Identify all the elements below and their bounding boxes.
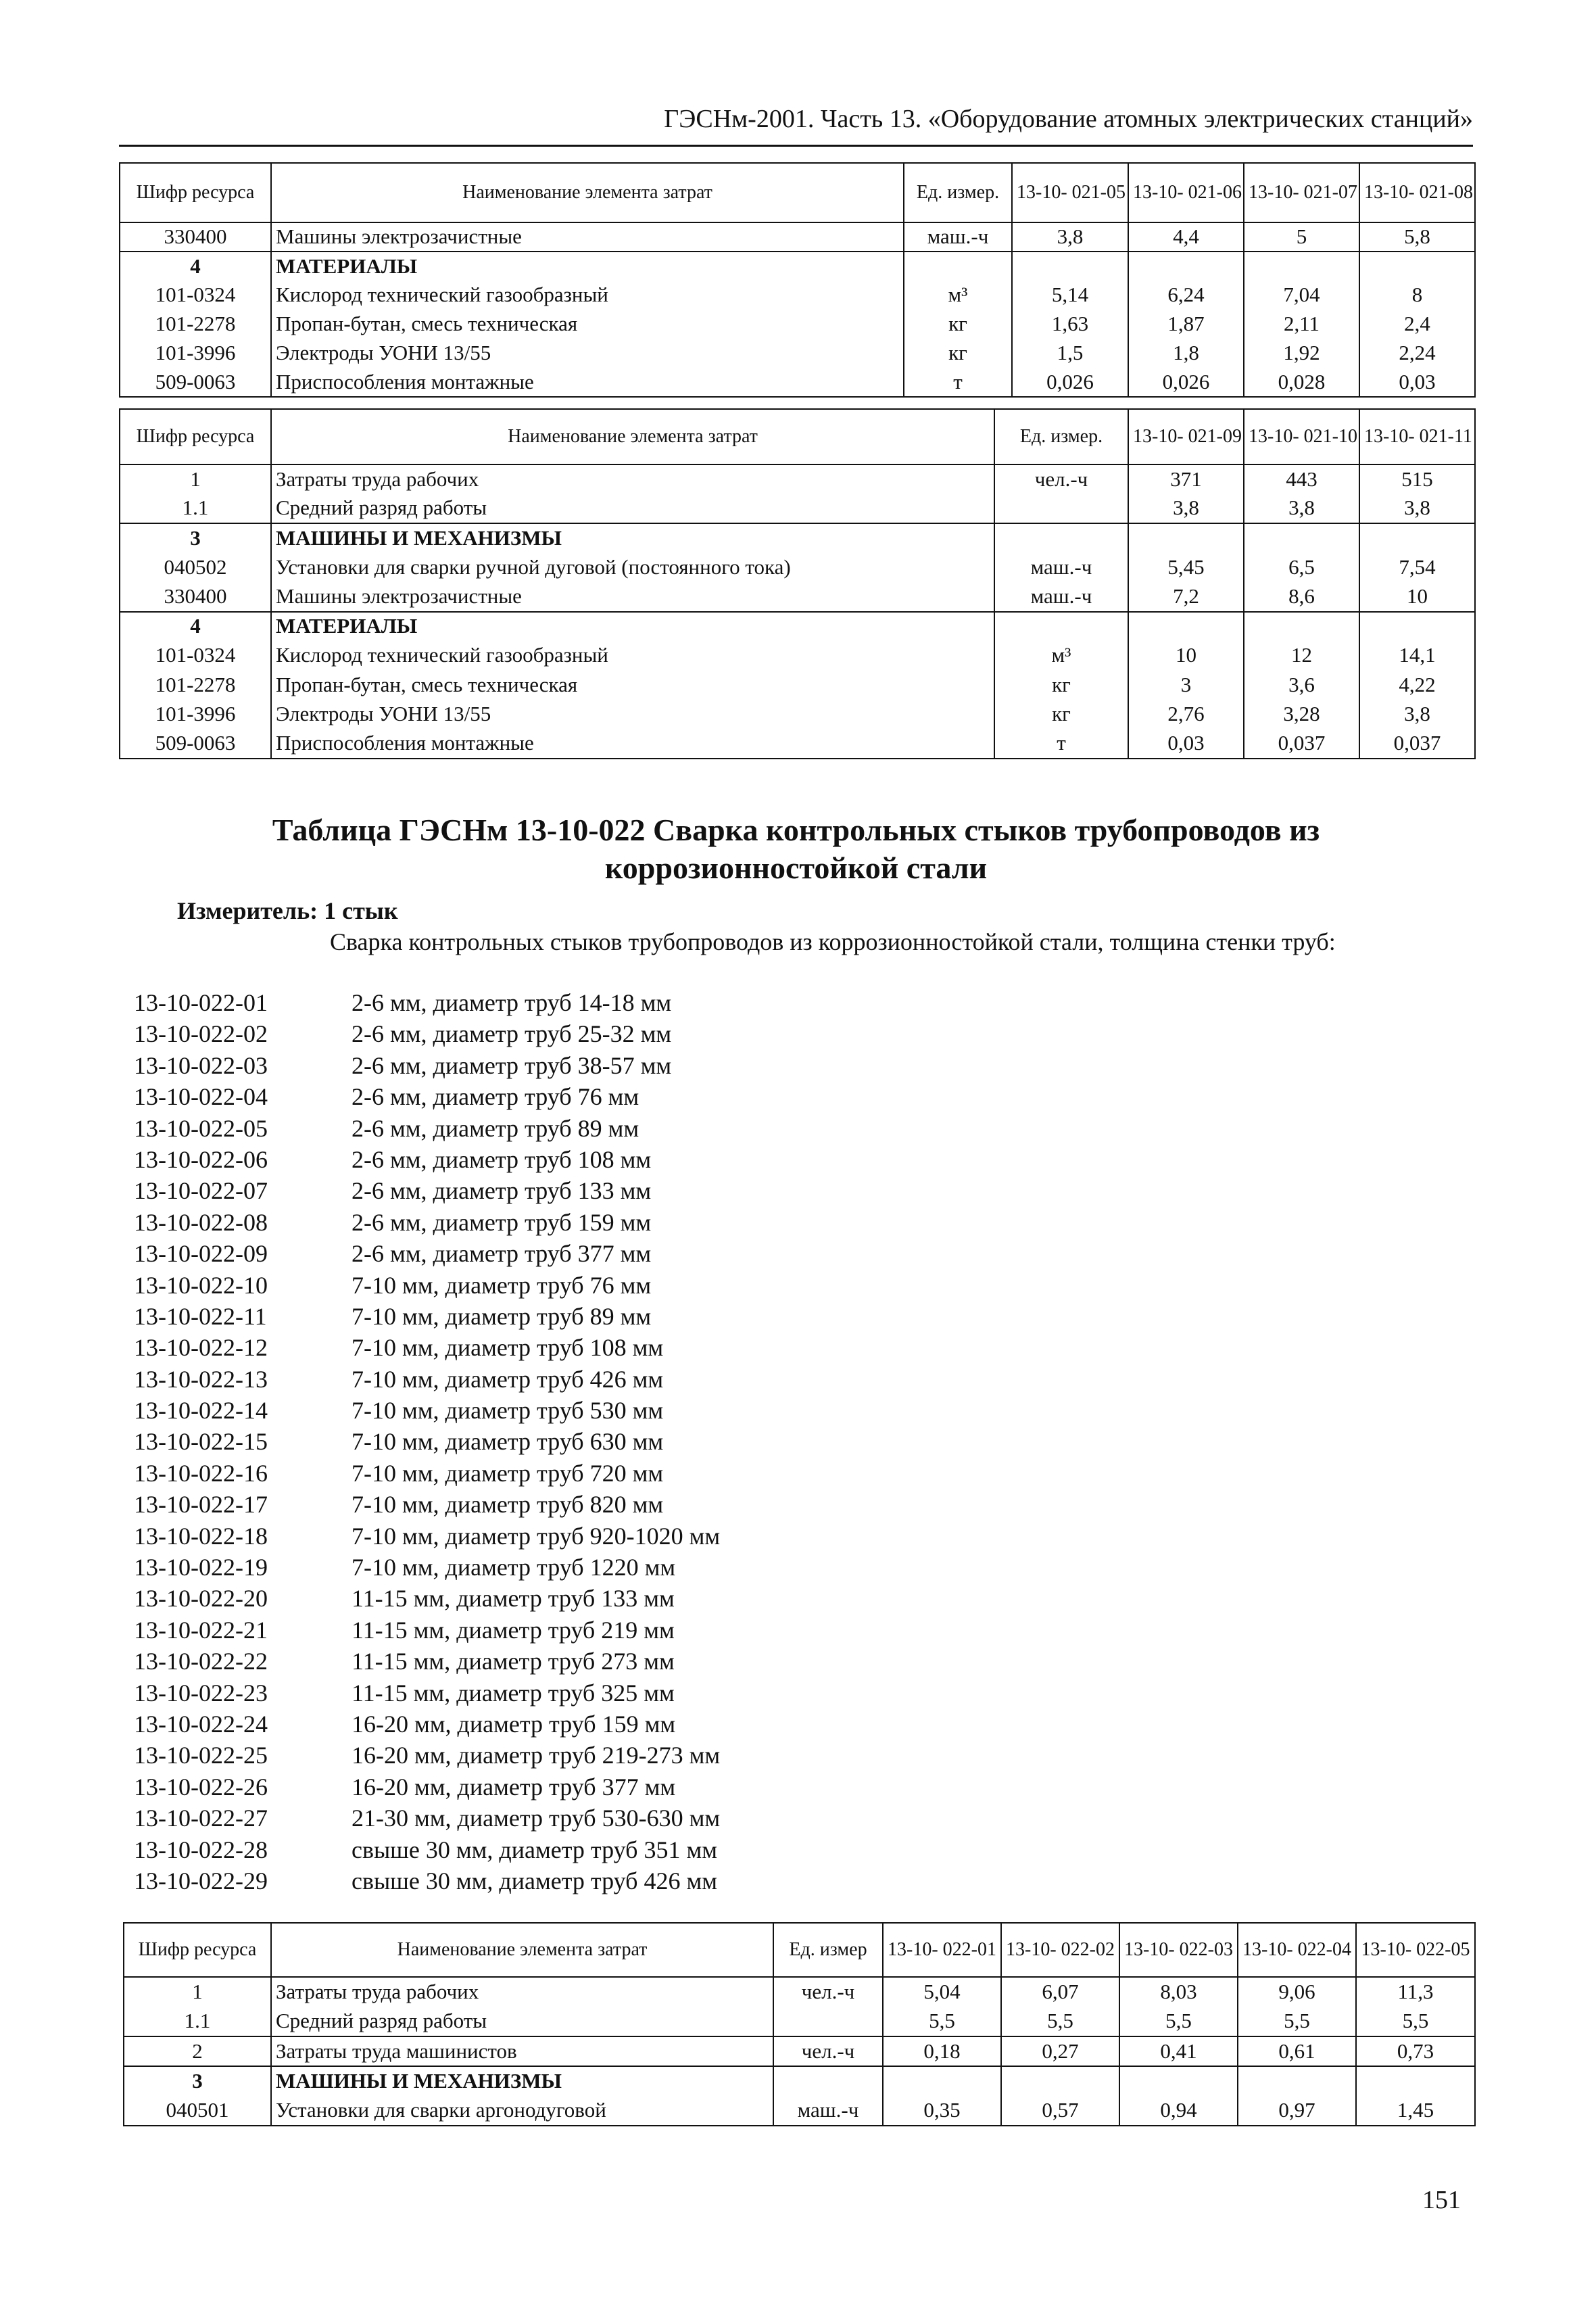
norm-description: 2-6 мм, диаметр труб 14-18 мм xyxy=(352,989,672,1016)
table-row xyxy=(120,730,1475,759)
element-name: Пропан-бутан, смесь техническая xyxy=(271,671,994,700)
unit-of-measure xyxy=(994,612,1128,642)
resource-table-022-01-05 xyxy=(123,1922,1476,2126)
norm-value: 2,24 xyxy=(1359,339,1475,368)
norm-value: 0,97 xyxy=(1238,2096,1356,2126)
col-header-value: 13-10- 022-02 xyxy=(1001,1923,1119,1977)
resource-code: 1 xyxy=(120,464,271,494)
page-header xyxy=(119,100,1473,147)
norm-value: 1,63 xyxy=(1012,310,1128,339)
norm-value: 0,73 xyxy=(1356,2036,1475,2066)
norm-value: 9,06 xyxy=(1238,1977,1356,2007)
table-row xyxy=(120,553,1475,583)
norm-description: 2-6 мм, диаметр труб 76 мм xyxy=(352,1083,639,1111)
table-row xyxy=(120,612,1475,642)
table-row xyxy=(120,671,1475,700)
table-title xyxy=(119,811,1473,887)
norm-value: 0,037 xyxy=(1359,730,1475,759)
list-item xyxy=(134,1332,720,1363)
unit-of-measure: кг xyxy=(994,700,1128,730)
unit-of-measure: кг xyxy=(904,339,1012,368)
col-header-name: Наименование элемента затрат xyxy=(271,163,904,222)
norm-code: 13-10-022-25 xyxy=(134,1742,268,1769)
norm-code: 13-10-022-11 xyxy=(134,1302,267,1330)
norm-value: 7,04 xyxy=(1244,281,1359,310)
list-item xyxy=(134,1018,720,1049)
norm-code-list xyxy=(134,987,720,1896)
table-header-row xyxy=(124,1923,1475,1977)
unit-of-measure: чел.-ч xyxy=(773,2036,883,2066)
norm-value: 443 xyxy=(1244,464,1359,494)
norm-code: 13-10-022-22 xyxy=(134,1648,268,1675)
element-name: Средний разряд работы xyxy=(271,2007,773,2036)
table-row xyxy=(120,582,1475,612)
norm-code: 13-10-022-17 xyxy=(134,1491,268,1519)
element-name: Электроды УОНИ 13/55 xyxy=(271,700,994,730)
resource-code: 1 xyxy=(124,1977,271,2007)
norm-code: 13-10-022-27 xyxy=(134,1805,268,1832)
norm-value: 1,45 xyxy=(1356,2096,1475,2126)
list-item xyxy=(134,987,720,1018)
norm-value: 0,94 xyxy=(1119,2096,1238,2126)
list-item xyxy=(134,1238,720,1269)
norm-value: 0,026 xyxy=(1012,368,1128,397)
norm-value: 11,3 xyxy=(1356,1977,1475,2007)
unit-of-measure: чел.-ч xyxy=(994,464,1128,494)
table-title-line-1: Таблица ГЭСНм 13-10-022 Сварка контрольных стыков трубопроводов из xyxy=(272,813,1320,847)
unit-of-measure: маш.-ч xyxy=(773,2096,883,2126)
resource-code: 330400 xyxy=(120,222,271,252)
norm-value: 5,8 xyxy=(1359,222,1475,252)
resource-code: 101-0324 xyxy=(120,641,271,671)
norm-description: 16-20 мм, диаметр труб 377 мм xyxy=(352,1773,676,1800)
norm-value xyxy=(1012,252,1128,281)
norm-value: 1,87 xyxy=(1128,310,1244,339)
norm-value: 0,61 xyxy=(1238,2036,1356,2066)
norm-value: 6,5 xyxy=(1244,553,1359,583)
norm-value: 5,5 xyxy=(1001,2007,1119,2036)
norm-value: 0,57 xyxy=(1001,2096,1119,2126)
element-name: Кислород технический газообразный xyxy=(271,641,994,671)
norm-description: 11-15 мм, диаметр труб 273 мм xyxy=(352,1648,675,1675)
norm-value: 2,4 xyxy=(1359,310,1475,339)
norm-description: 7-10 мм, диаметр труб 920-1020 мм xyxy=(352,1522,721,1550)
norm-code: 13-10-022-05 xyxy=(134,1114,268,1142)
element-name: МАТЕРИАЛЫ xyxy=(271,252,904,281)
norm-code: 13-10-022-04 xyxy=(134,1083,268,1111)
norm-value xyxy=(1244,612,1359,642)
norm-value xyxy=(883,2066,1001,2096)
element-name: Затраты труда рабочих xyxy=(271,1977,773,2007)
norm-code: 13-10-022-12 xyxy=(134,1334,268,1362)
norm-code: 13-10-022-02 xyxy=(134,1020,268,1048)
list-item xyxy=(134,1552,720,1583)
resource-code: 101-2278 xyxy=(120,671,271,700)
norm-value: 5,04 xyxy=(883,1977,1001,2007)
norm-value: 0,27 xyxy=(1001,2036,1119,2066)
table-row xyxy=(124,2036,1475,2066)
norm-description: 16-20 мм, диаметр труб 159 мм xyxy=(352,1710,676,1738)
norm-description: 11-15 мм, диаметр труб 325 мм xyxy=(352,1679,675,1707)
unit-of-measure: чел.-ч xyxy=(773,1977,883,2007)
norm-value: 10 xyxy=(1359,582,1475,612)
unit-of-measure xyxy=(773,2066,883,2096)
norm-code: 13-10-022-26 xyxy=(134,1773,268,1800)
norm-value: 6,24 xyxy=(1128,281,1244,310)
list-item xyxy=(134,1771,720,1803)
table-row xyxy=(120,252,1475,281)
list-item xyxy=(134,1615,720,1646)
norm-value: 0,026 xyxy=(1128,368,1244,397)
norm-code: 13-10-022-16 xyxy=(134,1459,268,1487)
resource-code: 1.1 xyxy=(124,2007,271,2036)
col-header-name: Наименование элемента затрат xyxy=(271,409,994,464)
list-item xyxy=(134,1865,720,1896)
norm-value: 0,028 xyxy=(1244,368,1359,397)
element-name: Машины электрозачистные xyxy=(271,222,904,252)
norm-value: 0,03 xyxy=(1359,368,1475,397)
norm-code: 13-10-022-10 xyxy=(134,1271,268,1299)
norm-description: 2-6 мм, диаметр труб 108 мм xyxy=(352,1145,652,1173)
norm-value: 371 xyxy=(1128,464,1244,494)
norm-value xyxy=(1244,523,1359,553)
list-item xyxy=(134,1364,720,1395)
norm-description: 2-6 мм, диаметр труб 25-32 мм xyxy=(352,1020,672,1048)
norm-description: 7-10 мм, диаметр труб 530 мм xyxy=(352,1397,664,1425)
resource-code: 1.1 xyxy=(120,494,271,524)
col-header-unit: Ед. измер. xyxy=(994,409,1128,464)
norm-description: 2-6 мм, диаметр труб 89 мм xyxy=(352,1114,639,1142)
table-row xyxy=(120,368,1475,397)
table-title-line-2: коррозионностойкой стали xyxy=(604,851,988,885)
resource-code: 101-3996 xyxy=(120,339,271,368)
resource-table-021-09-11 xyxy=(119,408,1476,759)
norm-description: 7-10 мм, диаметр труб 108 мм xyxy=(352,1334,664,1362)
table-row xyxy=(124,1977,1475,2007)
norm-description: 7-10 мм, диаметр труб 630 мм xyxy=(352,1428,664,1456)
col-header-value: 13-10- 022-01 xyxy=(883,1923,1001,1977)
resource-code: 4 xyxy=(120,252,271,281)
norm-code: 13-10-022-01 xyxy=(134,989,268,1016)
resource-code: 3 xyxy=(124,2066,271,2096)
list-item xyxy=(134,1489,720,1520)
resource-code: 040501 xyxy=(124,2096,271,2126)
col-header-value: 13-10- 021-11 xyxy=(1359,409,1475,464)
norm-value: 1,92 xyxy=(1244,339,1359,368)
norm-description: 2-6 мм, диаметр труб 133 мм xyxy=(352,1177,652,1205)
norm-value: 8,03 xyxy=(1119,1977,1238,2007)
norm-value: 10 xyxy=(1128,641,1244,671)
col-header-value: 13-10- 022-03 xyxy=(1119,1923,1238,1977)
unit-of-measure: кг xyxy=(904,310,1012,339)
list-item xyxy=(134,1270,720,1301)
norm-description: 11-15 мм, диаметр труб 133 мм xyxy=(352,1585,675,1613)
table-row xyxy=(124,2066,1475,2096)
norm-value: 1,8 xyxy=(1128,339,1244,368)
norm-description: 7-10 мм, диаметр труб 1220 мм xyxy=(352,1554,676,1581)
unit-of-measure: маш.-ч xyxy=(994,553,1128,583)
element-name: Машины электрозачистные xyxy=(271,582,994,612)
col-header-value: 13-10- 021-06 xyxy=(1128,163,1244,222)
element-name: МАТЕРИАЛЫ xyxy=(271,612,994,642)
norm-value: 3,8 xyxy=(1012,222,1128,252)
norm-value: 3,28 xyxy=(1244,700,1359,730)
col-header-name: Наименование элемента затрат xyxy=(271,1923,773,1977)
unit-of-measure xyxy=(994,523,1128,553)
list-item xyxy=(134,1803,720,1834)
norm-description: 7-10 мм, диаметр труб 76 мм xyxy=(352,1271,652,1299)
element-name: Средний разряд работы xyxy=(271,494,994,524)
norm-code: 13-10-022-21 xyxy=(134,1616,268,1644)
unit-of-measure: маш.-ч xyxy=(994,582,1128,612)
unit-of-measure: м³ xyxy=(904,281,1012,310)
element-name: Затраты труда рабочих xyxy=(271,464,994,494)
list-item xyxy=(134,1426,720,1457)
list-item xyxy=(134,1834,720,1865)
unit-of-measure: кг xyxy=(994,671,1128,700)
resource-code: 101-2278 xyxy=(120,310,271,339)
work-description: Сварка контрольных стыков трубопроводов из коррозионностойкой стали, толщина стенки труб: xyxy=(330,928,1336,955)
resource-table-021-05-08 xyxy=(119,162,1476,398)
norm-value: 0,35 xyxy=(883,2096,1001,2126)
table-row xyxy=(120,494,1475,524)
norm-value: 0,18 xyxy=(883,2036,1001,2066)
list-item xyxy=(134,1740,720,1771)
norm-value: 12 xyxy=(1244,641,1359,671)
list-item xyxy=(134,1175,720,1206)
norm-value: 7,54 xyxy=(1359,553,1475,583)
norm-value: 8,6 xyxy=(1244,582,1359,612)
table-row xyxy=(120,523,1475,553)
norm-description: 11-15 мм, диаметр труб 219 мм xyxy=(352,1616,675,1644)
table-row xyxy=(120,464,1475,494)
list-item xyxy=(134,1081,720,1112)
unit-of-measure: м³ xyxy=(994,641,1128,671)
norm-description: 16-20 мм, диаметр труб 219-273 мм xyxy=(352,1742,721,1769)
table-header-row xyxy=(120,163,1475,222)
norm-value: 7,2 xyxy=(1128,582,1244,612)
unit-of-measure xyxy=(773,2007,883,2036)
norm-code: 13-10-022-23 xyxy=(134,1679,268,1707)
running-header: ГЭСНм-2001. Часть 13. «Оборудование атомных электрических станций» xyxy=(664,105,1473,133)
norm-value xyxy=(1238,2066,1356,2096)
list-item xyxy=(134,1458,720,1489)
table-row xyxy=(120,339,1475,368)
norm-code: 13-10-022-29 xyxy=(134,1867,268,1894)
norm-description: 7-10 мм, диаметр труб 89 мм xyxy=(352,1302,652,1330)
norm-code: 13-10-022-19 xyxy=(134,1554,268,1581)
col-header-value: 13-10- 021-09 xyxy=(1128,409,1244,464)
norm-value xyxy=(1359,612,1475,642)
col-header-unit: Ед. измер xyxy=(773,1923,883,1977)
norm-code: 13-10-022-06 xyxy=(134,1145,268,1173)
element-name: МАШИНЫ И МЕХАНИЗМЫ xyxy=(271,523,994,553)
list-item xyxy=(134,1207,720,1238)
resource-code: 509-0063 xyxy=(120,368,271,397)
table-row xyxy=(120,641,1475,671)
norm-value xyxy=(1128,523,1244,553)
norm-value: 515 xyxy=(1359,464,1475,494)
norm-code: 13-10-022-03 xyxy=(134,1051,268,1079)
norm-description: 7-10 мм, диаметр труб 720 мм xyxy=(352,1459,664,1487)
norm-code: 13-10-022-08 xyxy=(134,1208,268,1236)
norm-description: 2-6 мм, диаметр труб 159 мм xyxy=(352,1208,652,1236)
col-header-unit: Ед. измер. xyxy=(904,163,1012,222)
norm-code: 13-10-022-24 xyxy=(134,1710,268,1738)
norm-code: 13-10-022-09 xyxy=(134,1240,268,1268)
col-header-code: Шифр ресурса xyxy=(120,163,271,222)
element-name: Затраты труда машинистов xyxy=(271,2036,773,2066)
norm-value: 0,03 xyxy=(1128,730,1244,759)
resource-code: 4 xyxy=(120,612,271,642)
resource-code: 101-0324 xyxy=(120,281,271,310)
norm-description: свыше 30 мм, диаметр труб 426 мм xyxy=(352,1867,718,1894)
col-header-value: 13-10- 022-04 xyxy=(1238,1923,1356,1977)
norm-description: 7-10 мм, диаметр труб 426 мм xyxy=(352,1365,664,1393)
list-item xyxy=(134,1050,720,1081)
list-item xyxy=(134,1521,720,1552)
table-row xyxy=(120,281,1475,310)
element-name: Пропан-бутан, смесь техническая xyxy=(271,310,904,339)
list-item xyxy=(134,1301,720,1332)
norm-code: 13-10-022-20 xyxy=(134,1585,268,1613)
resource-code: 2 xyxy=(124,2036,271,2066)
norm-value xyxy=(1356,2066,1475,2096)
col-header-value: 13-10- 021-07 xyxy=(1244,163,1359,222)
norm-value xyxy=(1244,252,1359,281)
col-header-value: 13-10- 021-08 xyxy=(1359,163,1475,222)
norm-value: 1,5 xyxy=(1012,339,1128,368)
list-item xyxy=(134,1677,720,1709)
unit-of-measure: т xyxy=(994,730,1128,759)
unit-of-measure: т xyxy=(904,368,1012,397)
table-row xyxy=(124,2007,1475,2036)
norm-value: 8 xyxy=(1359,281,1475,310)
norm-value: 5,14 xyxy=(1012,281,1128,310)
norm-code: 13-10-022-28 xyxy=(134,1836,268,1863)
norm-value: 5,5 xyxy=(883,2007,1001,2036)
norm-description: 2-6 мм, диаметр труб 377 мм xyxy=(352,1240,652,1268)
norm-description: 21-30 мм, диаметр труб 530-630 мм xyxy=(352,1805,721,1832)
norm-code: 13-10-022-18 xyxy=(134,1522,268,1550)
col-header-code: Шифр ресурса xyxy=(120,409,271,464)
norm-value: 4,22 xyxy=(1359,671,1475,700)
norm-code: 13-10-022-15 xyxy=(134,1428,268,1456)
norm-value: 6,07 xyxy=(1001,1977,1119,2007)
table-header-row xyxy=(120,409,1475,464)
norm-value: 5,5 xyxy=(1356,2007,1475,2036)
norm-description: 2-6 мм, диаметр труб 38-57 мм xyxy=(352,1051,672,1079)
col-header-value: 13-10- 021-05 xyxy=(1012,163,1128,222)
unit-of-measure xyxy=(904,252,1012,281)
element-name: Установки для сварки ручной дуговой (постоянного тока) xyxy=(271,553,994,583)
col-header-code: Шифр ресурса xyxy=(124,1923,271,1977)
list-item xyxy=(134,1144,720,1175)
col-header-value: 13-10- 021-10 xyxy=(1244,409,1359,464)
col-header-value: 13-10- 022-05 xyxy=(1356,1923,1475,1977)
page-number: 151 xyxy=(1422,2186,1461,2214)
norm-value: 5,5 xyxy=(1119,2007,1238,2036)
norm-value: 3,8 xyxy=(1128,494,1244,524)
norm-value: 3,8 xyxy=(1359,700,1475,730)
element-name: Установки для сварки аргонодуговой xyxy=(271,2096,773,2126)
norm-value xyxy=(1359,523,1475,553)
norm-value xyxy=(1359,252,1475,281)
table-row xyxy=(120,700,1475,730)
element-name: Электроды УОНИ 13/55 xyxy=(271,339,904,368)
list-item xyxy=(134,1709,720,1740)
norm-value xyxy=(1119,2066,1238,2096)
norm-value: 5 xyxy=(1244,222,1359,252)
norm-value: 2,11 xyxy=(1244,310,1359,339)
resource-code: 509-0063 xyxy=(120,730,271,759)
norm-code: 13-10-022-07 xyxy=(134,1177,268,1205)
list-item xyxy=(134,1113,720,1144)
norm-value: 3,8 xyxy=(1244,494,1359,524)
resource-code: 3 xyxy=(120,523,271,553)
norm-value: 2,76 xyxy=(1128,700,1244,730)
table-row xyxy=(124,2096,1475,2126)
element-name: Кислород технический газообразный xyxy=(271,281,904,310)
norm-value xyxy=(1001,2066,1119,2096)
norm-value xyxy=(1128,612,1244,642)
element-name: Приспособления монтажные xyxy=(271,730,994,759)
list-item xyxy=(134,1583,720,1614)
table-row xyxy=(120,310,1475,339)
resource-code: 101-3996 xyxy=(120,700,271,730)
measure-unit: Измеритель: 1 стык xyxy=(177,897,398,924)
element-name: Приспособления монтажные xyxy=(271,368,904,397)
norm-value: 5,45 xyxy=(1128,553,1244,583)
unit-of-measure xyxy=(994,494,1128,524)
element-name: МАШИНЫ И МЕХАНИЗМЫ xyxy=(271,2066,773,2096)
norm-code: 13-10-022-13 xyxy=(134,1365,268,1393)
unit-of-measure: маш.-ч xyxy=(904,222,1012,252)
norm-code: 13-10-022-14 xyxy=(134,1397,268,1425)
table-row xyxy=(120,222,1475,252)
norm-value: 0,41 xyxy=(1119,2036,1238,2066)
norm-value: 4,4 xyxy=(1128,222,1244,252)
list-item xyxy=(134,1395,720,1426)
resource-code: 330400 xyxy=(120,582,271,612)
norm-value: 5,5 xyxy=(1238,2007,1356,2036)
norm-value: 3,8 xyxy=(1359,494,1475,524)
norm-value xyxy=(1128,252,1244,281)
norm-value: 14,1 xyxy=(1359,641,1475,671)
norm-description: свыше 30 мм, диаметр труб 351 мм xyxy=(352,1836,718,1863)
list-item xyxy=(134,1646,720,1677)
norm-description: 7-10 мм, диаметр труб 820 мм xyxy=(352,1491,664,1519)
resource-code: 040502 xyxy=(120,553,271,583)
norm-value: 3,6 xyxy=(1244,671,1359,700)
norm-value: 0,037 xyxy=(1244,730,1359,759)
norm-value: 3 xyxy=(1128,671,1244,700)
